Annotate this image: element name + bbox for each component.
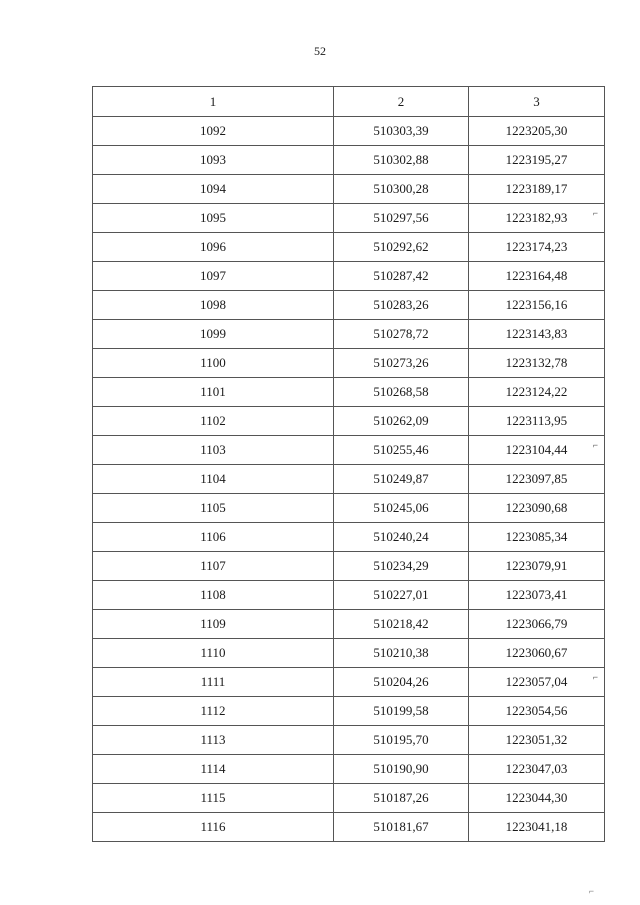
- coordinate-x: 510302,88: [334, 146, 469, 175]
- table-row: [93, 378, 605, 407]
- point-number: 1097: [93, 262, 334, 291]
- table-row: [93, 813, 605, 842]
- coordinate-x: 510187,26: [334, 784, 469, 813]
- coordinate-x: 510199,58: [334, 697, 469, 726]
- coordinate-x: 510300,28: [334, 175, 469, 204]
- coordinate-y: 1223079,91: [469, 552, 605, 581]
- table-row: [93, 610, 605, 639]
- point-number: 1115: [93, 784, 334, 813]
- coordinate-x: 510181,67: [334, 813, 469, 842]
- point-number: 1105: [93, 494, 334, 523]
- table-row: [93, 407, 605, 436]
- coordinate-y: [469, 436, 605, 465]
- page-number: 52: [314, 44, 326, 58]
- table-row: [93, 784, 605, 813]
- point-number: 1099: [93, 320, 334, 349]
- coordinate-x: 510268,58: [334, 378, 469, 407]
- table-row: [93, 320, 605, 349]
- column-header-2: 2: [334, 87, 469, 117]
- coordinate-x: 510273,26: [334, 349, 469, 378]
- scan-tick-mark-icon: ⌐: [592, 440, 598, 450]
- table-row: [93, 349, 605, 378]
- point-number: 1109: [93, 610, 334, 639]
- coordinate-x: 510283,26: [334, 291, 469, 320]
- column-header-3: 3: [469, 87, 605, 117]
- point-number: 1101: [93, 378, 334, 407]
- point-number: 1095: [93, 204, 334, 233]
- coordinate-x: 510204,26: [334, 668, 469, 697]
- point-number: 1092: [93, 117, 334, 146]
- coordinate-x: 510278,72: [334, 320, 469, 349]
- point-number: 1107: [93, 552, 334, 581]
- point-number: 1111: [93, 668, 334, 697]
- table-row: [93, 552, 605, 581]
- point-number: 1114: [93, 755, 334, 784]
- coordinate-y: 1223195,27: [469, 146, 605, 175]
- point-number: 1108: [93, 581, 334, 610]
- point-number: 1103: [93, 436, 334, 465]
- point-number: 1116: [93, 813, 334, 842]
- coordinate-x: 510210,38: [334, 639, 469, 668]
- coordinate-x: 510303,39: [334, 117, 469, 146]
- coordinates-table: [92, 86, 605, 842]
- point-number: 1110: [93, 639, 334, 668]
- point-number: 1093: [93, 146, 334, 175]
- table-row: [93, 668, 605, 697]
- table-row: [93, 233, 605, 262]
- coordinate-x: 510262,09: [334, 407, 469, 436]
- coordinate-x: 510227,01: [334, 581, 469, 610]
- scan-tick-mark-icon: ⌐: [592, 672, 598, 682]
- coordinate-x: 510234,29: [334, 552, 469, 581]
- coordinate-y: 1223205,30: [469, 117, 605, 146]
- coordinate-y: 1223041,18: [469, 813, 605, 842]
- scan-corner-mark-icon: ⌐: [588, 886, 594, 896]
- table-row: [93, 175, 605, 204]
- coordinate-y: 1223051,32: [469, 726, 605, 755]
- column-header-1: 1: [93, 87, 334, 117]
- point-number: 1096: [93, 233, 334, 262]
- scan-tick-mark-icon: ⌐: [592, 208, 598, 218]
- coordinate-y: 1223044,30: [469, 784, 605, 813]
- point-number: 1106: [93, 523, 334, 552]
- point-number: 1112: [93, 697, 334, 726]
- coordinate-y: 1223164,48: [469, 262, 605, 291]
- table-row: [93, 291, 605, 320]
- point-number: 1113: [93, 726, 334, 755]
- coordinate-y: 1223156,16: [469, 291, 605, 320]
- coordinate-x: 510240,24: [334, 523, 469, 552]
- coordinate-x: 510245,06: [334, 494, 469, 523]
- table-row: [93, 755, 605, 784]
- coordinate-y: 1223090,68: [469, 494, 605, 523]
- table-header-row: [93, 87, 605, 117]
- coordinate-y: 1223085,34: [469, 523, 605, 552]
- coordinate-x: 510218,42: [334, 610, 469, 639]
- coordinate-y: 1223189,17: [469, 175, 605, 204]
- table-row: [93, 726, 605, 755]
- coordinate-y: 1223060,67: [469, 639, 605, 668]
- coordinate-y: 1223124,22: [469, 378, 605, 407]
- coordinate-y-value: 1223104,44: [505, 442, 568, 457]
- coordinate-y: 1223066,79: [469, 610, 605, 639]
- coordinate-y: [469, 204, 605, 233]
- coordinate-y: [469, 668, 605, 697]
- coordinate-y: 1223132,78: [469, 349, 605, 378]
- coordinate-x: 510190,90: [334, 755, 469, 784]
- table-row: [93, 204, 605, 233]
- table-row: [93, 436, 605, 465]
- coordinate-x: 510287,42: [334, 262, 469, 291]
- coordinate-y: 1223097,85: [469, 465, 605, 494]
- coordinate-y: 1223073,41: [469, 581, 605, 610]
- table-row: [93, 117, 605, 146]
- table-row: [93, 262, 605, 291]
- coordinate-x: 510292,62: [334, 233, 469, 262]
- point-number: 1104: [93, 465, 334, 494]
- coordinate-y-value: 1223057,04: [505, 674, 568, 689]
- table-row: [93, 639, 605, 668]
- point-number: 1100: [93, 349, 334, 378]
- coordinate-x: 510255,46: [334, 436, 469, 465]
- table-row: [93, 465, 605, 494]
- coordinate-y: 1223113,95: [469, 407, 605, 436]
- coordinate-y: 1223174,23: [469, 233, 605, 262]
- coordinate-y: 1223054,56: [469, 697, 605, 726]
- table-row: [93, 494, 605, 523]
- coordinate-y-value: 1223182,93: [505, 210, 568, 225]
- coordinate-x: 510195,70: [334, 726, 469, 755]
- coordinate-y: 1223143,83: [469, 320, 605, 349]
- coordinate-x: 510297,56: [334, 204, 469, 233]
- point-number: 1102: [93, 407, 334, 436]
- table-row: [93, 146, 605, 175]
- point-number: 1094: [93, 175, 334, 204]
- coordinate-y: 1223047,03: [469, 755, 605, 784]
- point-number: 1098: [93, 291, 334, 320]
- table-row: [93, 523, 605, 552]
- coordinate-x: 510249,87: [334, 465, 469, 494]
- table-row: [93, 581, 605, 610]
- table-row: [93, 697, 605, 726]
